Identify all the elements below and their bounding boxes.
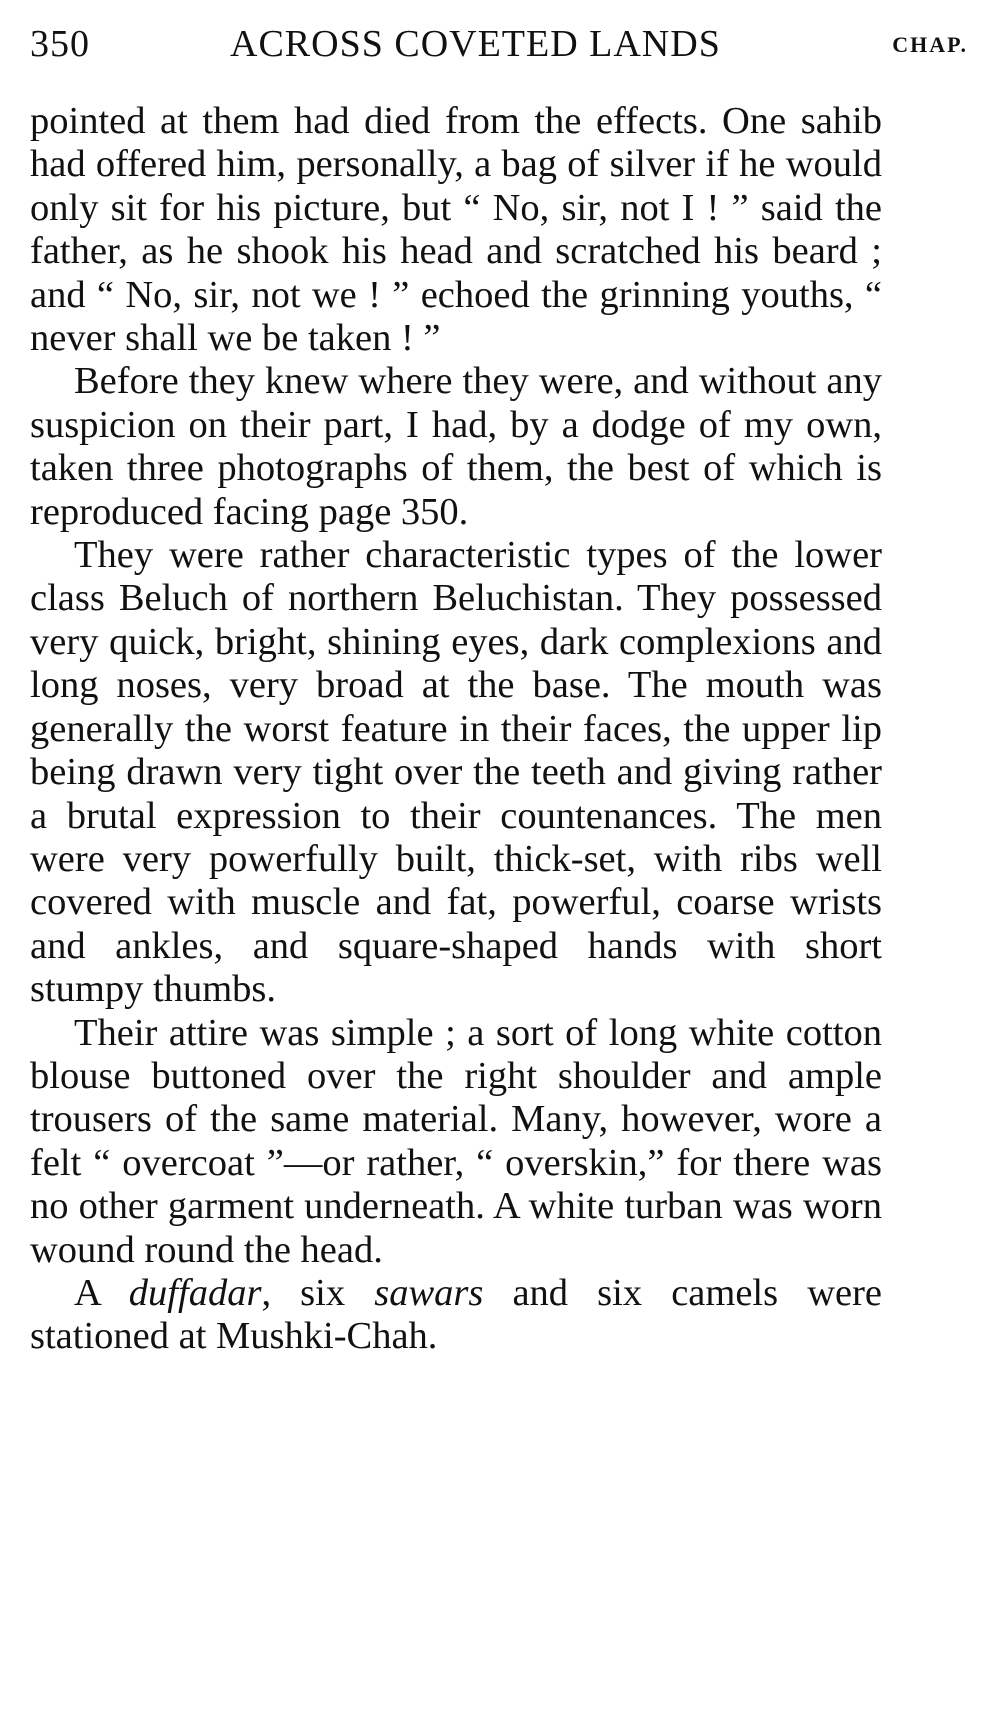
running-title: ACROSS COVETED LANDS: [230, 23, 721, 65]
body-text: [30, 100, 882, 1359]
station-tail: and six camels were stationed at Mushki-Chah.: [30, 1271, 882, 1358]
term-duffadar: duffadar: [128, 1271, 262, 1314]
station-lead: A: [74, 1271, 129, 1314]
term-sawars: sawars: [374, 1271, 484, 1314]
paragraph-photographs: Before they knew where they were, and without any suspicion on their part, I had, by a dodge of my own, taken three photographs of them, the best of which is reproduced facing page 350.: [30, 360, 882, 533]
paragraph-characteristics: They were rather characteristic types of the lower class Beluch of northern Beluchistan. They possessed very quick, bright, shining eyes, dark complexions and long noses, very broad at the base. The mouth was generally the worst feature in their faces, the upper lip being drawn very tight over the teeth and giving rather a brutal expression to their countenances. The men were very powerfully built, thick-set, with ribs well covered with muscle and fat, powerful, coarse wrists and ankles, and square-shaped hands with short stumpy thumbs.: [30, 534, 882, 1011]
running-head: [30, 18, 970, 78]
page-number: 350: [30, 23, 90, 65]
paragraph-station: [30, 1272, 882, 1359]
paragraph-attire: Their attire was simple ; a sort of long white cotton blouse buttoned over the right shoulder and ample trousers of the same material. Many, however, wore a felt “ overcoat ”—or rather, “ overskin,” for there was no other garment underneath. A white turban was worn wound round the head.: [30, 1011, 882, 1271]
chapter-label: CHAP.: [892, 32, 968, 57]
paragraph-continuation: pointed at them had died from the effects. One sahib had offered him, personally, a bag of silver if he would only sit for his picture, but “ No, sir, not I ! ” said the father, as he shook his head and scratched his beard ; and “ No, sir, not we ! ” echoed the grinning youths, “ never shall we be taken ! ”: [30, 100, 882, 360]
station-mid: , six: [261, 1271, 375, 1314]
